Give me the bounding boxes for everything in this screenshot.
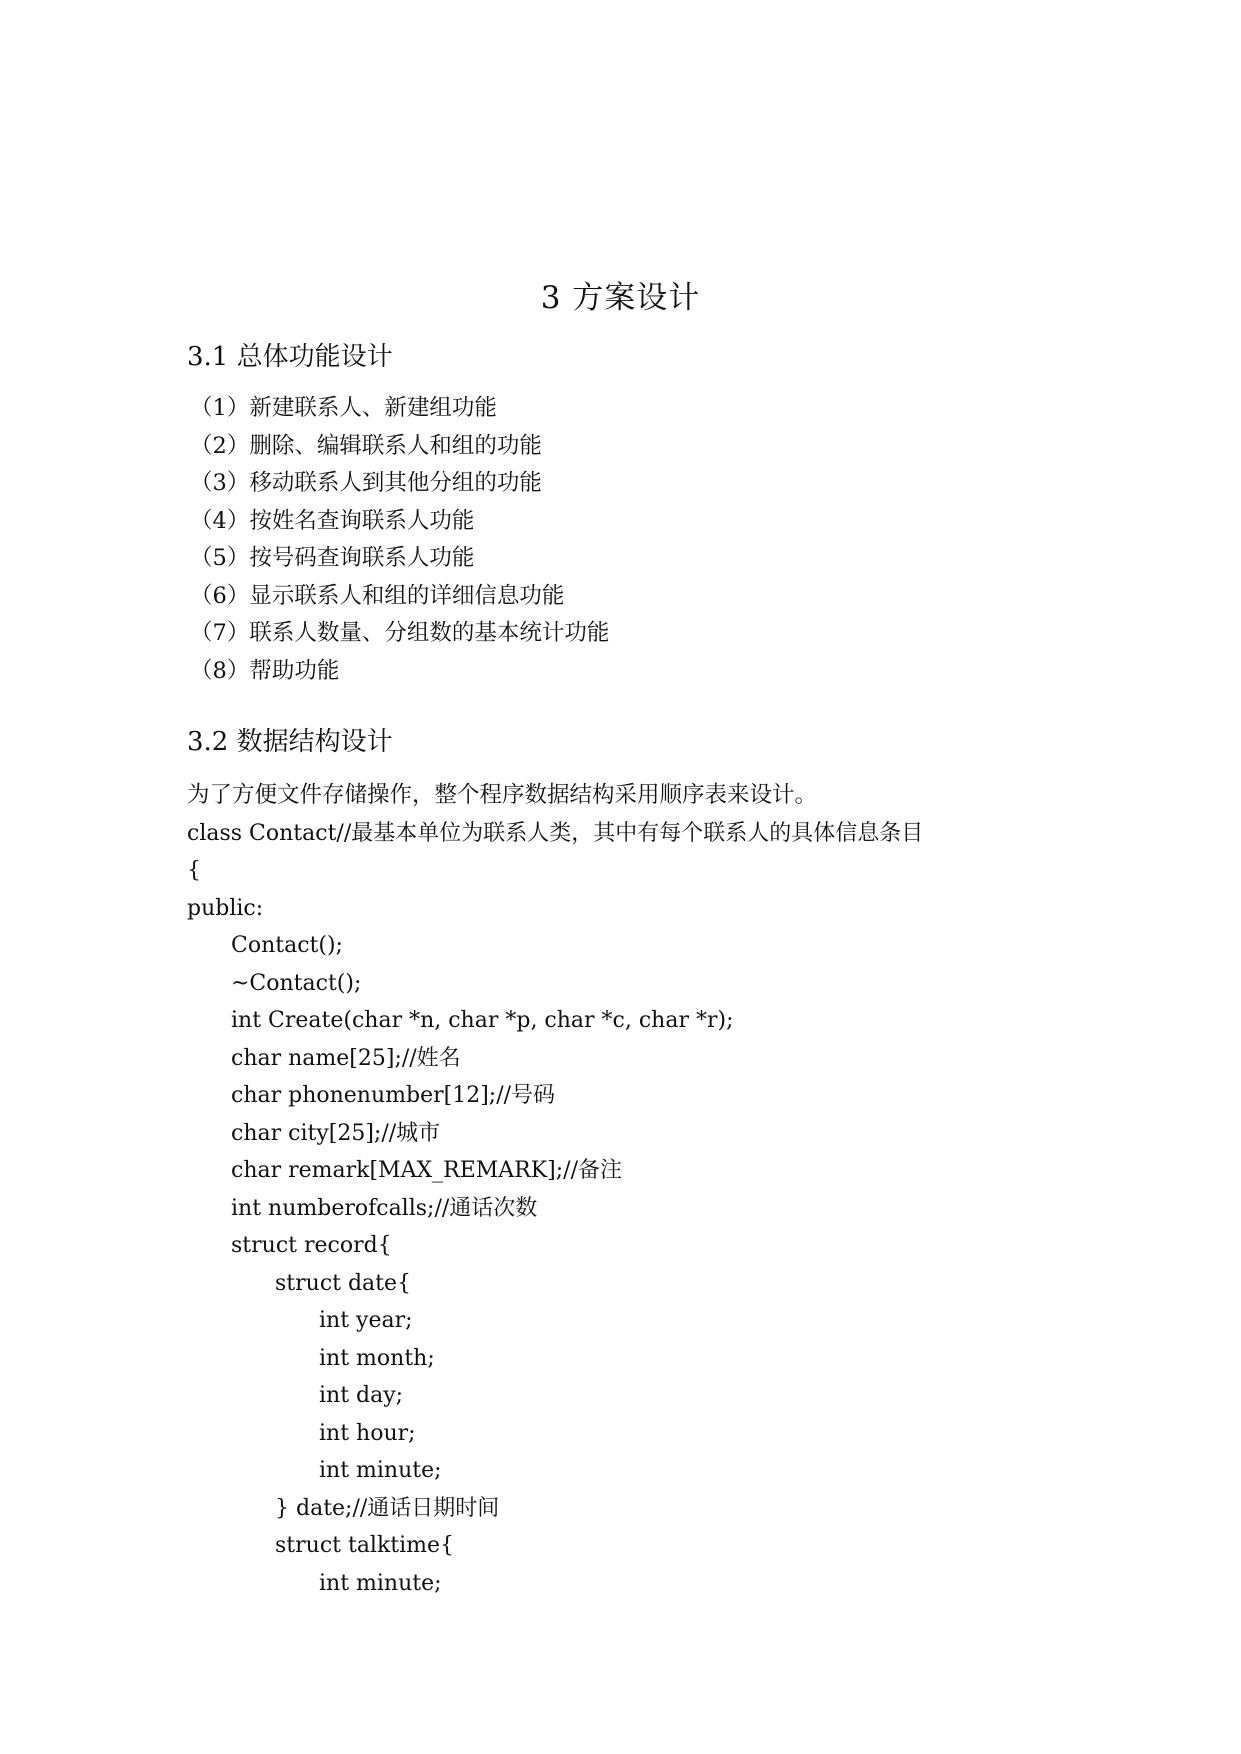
feature-item: （1）新建联系人、新建组功能 (190, 395, 497, 421)
code-line: char phonenumber[12];//号码 (231, 1083, 556, 1108)
code-line: int Create(char *n, char *p, char *c, char *r); (231, 1008, 734, 1033)
code-block (187, 815, 923, 1603)
code-line: char remark[MAX_REMARK];//备注 (231, 1158, 622, 1183)
code-line: public: (187, 895, 264, 921)
feature-item: （3）移动联系人到其他分组的功能 (190, 470, 542, 496)
feature-list (190, 390, 609, 690)
chapter-title: 3 方案设计 (540, 280, 701, 316)
code-line: int minute; (319, 1458, 442, 1483)
feature-item: （4）按姓名查询联系人功能 (190, 507, 475, 534)
feature-item: （5）按号码查询联系人功能 (190, 545, 475, 571)
code-line: struct record{ (231, 1233, 392, 1258)
code-line: int numberofcalls;//通话次数 (231, 1195, 538, 1221)
code-line: int month; (319, 1345, 435, 1371)
code-line: int year; (319, 1308, 413, 1333)
code-line: int hour; (319, 1420, 416, 1446)
feature-item: （7）联系人数量、分组数的基本统计功能 (190, 620, 610, 646)
feature-item: （6）显示联系人和组的详细信息功能 (190, 582, 565, 609)
code-line: class Contact//最基本单位为联系人类，其中有每个联系人的具体信息条目 (187, 820, 924, 846)
section-intro-paragraph: 为了方便文件存储操作，整个程序数据结构采用顺序表来设计。 (187, 782, 818, 808)
code-line: struct date{ (275, 1270, 412, 1296)
code-line: Contact(); (231, 933, 343, 958)
code-line: char name[25];//姓名 (231, 1045, 461, 1071)
code-line: struct talktime{ (275, 1533, 455, 1558)
code-line: int day; (319, 1383, 404, 1408)
section-heading-data-structure: 3.2 数据结构设计 (187, 727, 393, 757)
section-heading-overall-function: 3.1 总体功能设计 (187, 342, 393, 372)
code-line: int minute; (319, 1570, 442, 1596)
code-line: char city[25];//城市 (231, 1120, 441, 1146)
code-line: { (187, 858, 201, 883)
code-line: ~Contact(); (231, 970, 362, 996)
feature-item: （8）帮助功能 (190, 657, 340, 684)
code-line: } date;//通话日期时间 (275, 1495, 500, 1521)
feature-item: （2）删除、编辑联系人和组的功能 (190, 432, 542, 459)
